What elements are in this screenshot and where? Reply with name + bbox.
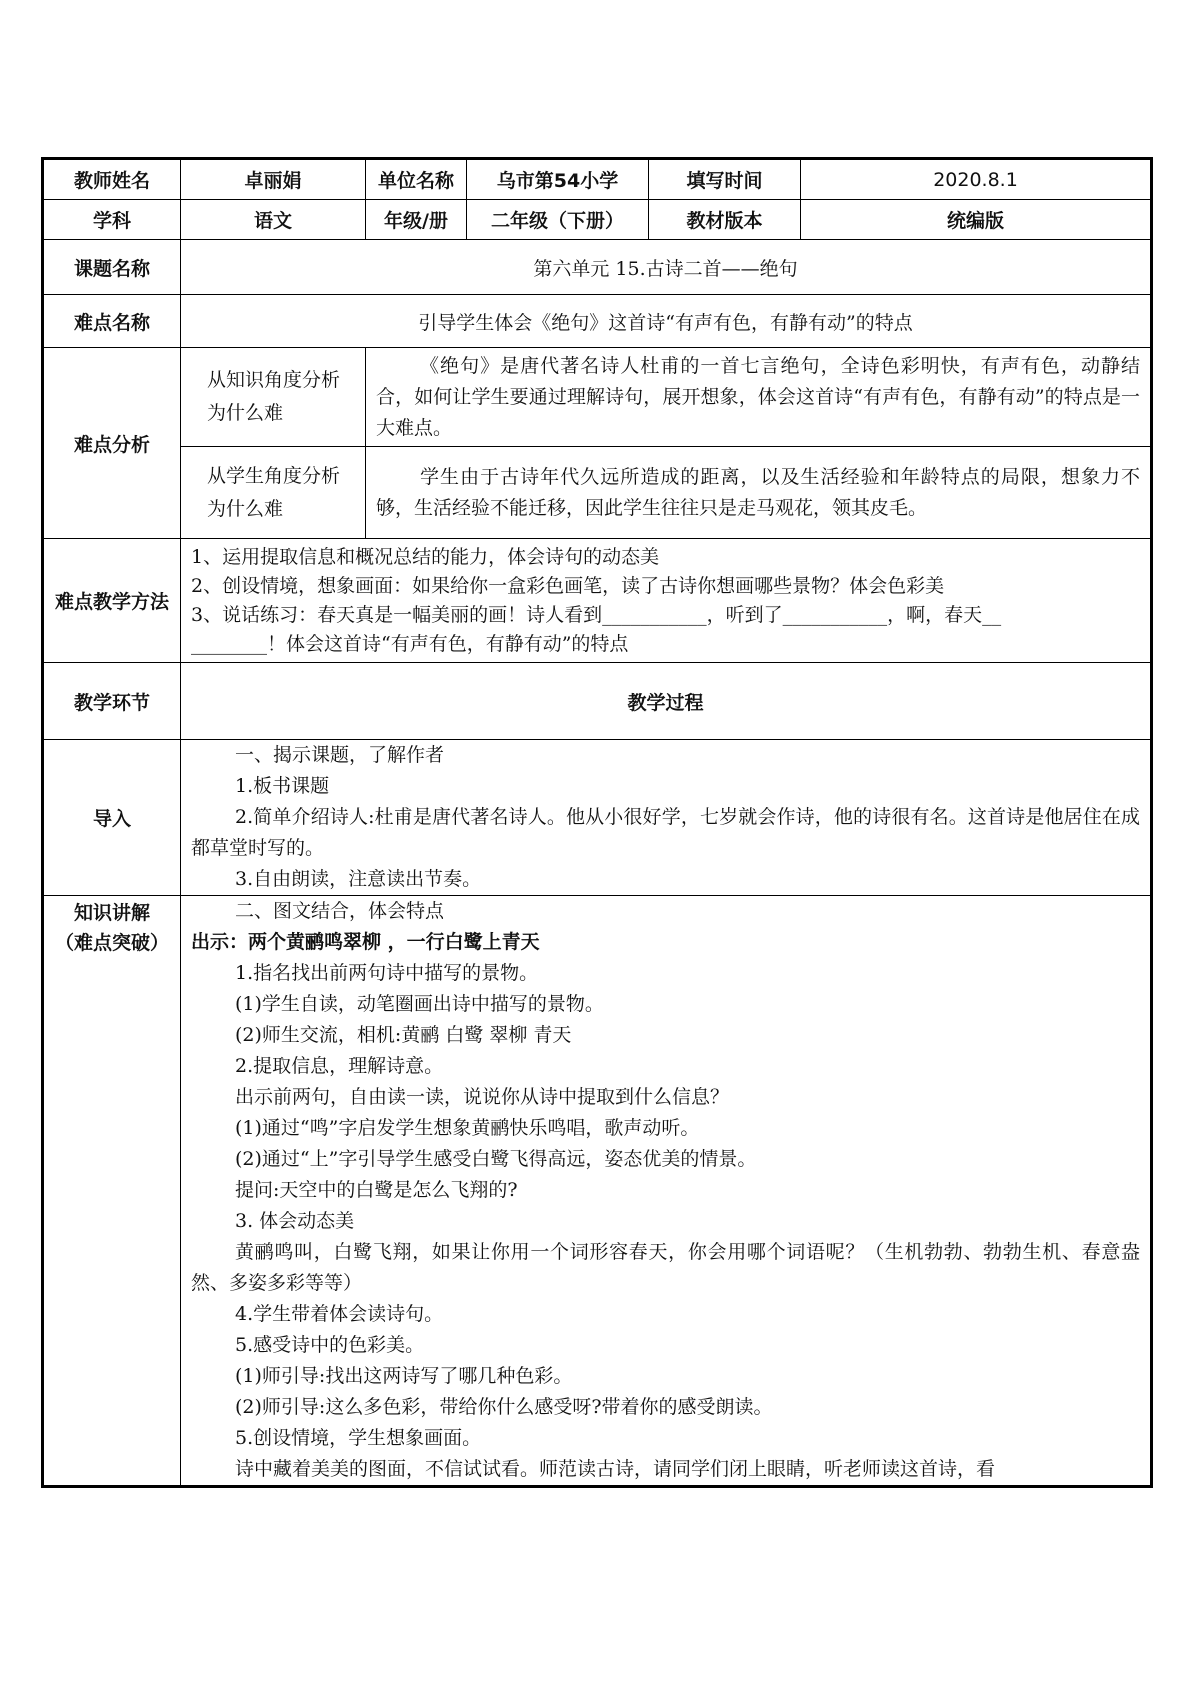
teacher-name-label: 教师姓名 — [43, 159, 181, 200]
difficulty-label: 难点名称 — [43, 295, 181, 348]
knowledge-wrap-para: 黄鹂鸣叫，白鹭飞翔，如果让你用一个词形容春天，你会用哪个词语呢？（生机勃勃、勃勃生机、春意盎然、多姿多彩等等） — [191, 1241, 1141, 1294]
intro-line-1: 一、揭示课题，了解作者 — [235, 744, 445, 766]
method-line-3: 3、说话练习：春天真是一幅美丽的画！诗人看到___________，听到了___________，啊，春天__ — [191, 603, 1002, 626]
date-value: 2020.8.1 — [801, 159, 1152, 200]
lesson-plan-table — [41, 157, 1153, 1488]
method-line-4: ________！体会这首诗“有声有色，有静有动”的特点 — [191, 632, 629, 655]
method-line-2: 2、创设情境，想象画面：如果给你一盒彩色画笔，读了古诗你想画哪些景物？体会色彩美 — [191, 574, 945, 597]
knowledge-line-7: (2)通过“上”字引导学生感受白鹭飞得高远，姿态优美的情景。 — [235, 1148, 757, 1170]
knowledge-label — [43, 896, 181, 1487]
knowledge-line-14: 5.创设情境，学生想象画面。 — [235, 1427, 482, 1449]
knowledge-label-line-1: 知识讲解 — [73, 902, 150, 924]
method-line-1: 1、运用提取信息和概况总结的能力，体会诗句的动态美 — [191, 545, 660, 568]
analysis-label: 难点分析 — [43, 348, 181, 539]
knowledge-line-15: 诗中藏着美美的图面，不信试试看。师范读古诗，请同学们闭上眼睛，听老师读这首诗，看 — [235, 1458, 996, 1480]
textbook-value: 统编版 — [801, 200, 1152, 240]
knowledge-line-9: 3. 体会动态美 — [235, 1210, 355, 1232]
student-angle-label: 从学生角度分析为什么难 — [181, 447, 366, 539]
analysis-row-knowledge — [43, 348, 1152, 447]
knowledge-line-13: (2)师引导:这么多色彩，带给你什么感受呀?带着你的感受朗读。 — [235, 1396, 773, 1418]
knowledge-row — [43, 896, 1152, 1487]
knowledge-heading: 二、图文结合，体会特点 — [235, 900, 445, 922]
grade-label: 年级/册 — [366, 200, 467, 240]
grade-value: 二年级（下册） — [467, 200, 649, 240]
process-header-row — [43, 663, 1152, 740]
knowledge-line-1: 1.指名找出前两句诗中描写的景物。 — [235, 962, 539, 984]
knowledge-content — [181, 896, 1152, 1487]
methods-row — [43, 539, 1152, 663]
analysis-row-student — [43, 447, 1152, 539]
topic-row — [43, 240, 1152, 295]
intro-line-2: 1.板书课题 — [235, 775, 330, 797]
process-label: 教学过程 — [181, 663, 1152, 740]
knowledge-line-5: 出示前两句，自由读一读，说说你从诗中提取到什么信息？ — [235, 1086, 730, 1108]
unit-label: 单位名称 — [366, 159, 467, 200]
knowledge-line-8: 提问:天空中的白鹭是怎么飞翔的? — [235, 1179, 518, 1201]
difficulty-value: 引导学生体会《绝句》这首诗“有声有色，有静有动”的特点 — [181, 295, 1152, 348]
knowledge-show-line: 出示：两个黄鹂鸣翠柳 ，一行白鹭上青天 — [191, 931, 540, 953]
knowledge-line-11: 5.感受诗中的色彩美。 — [235, 1334, 425, 1356]
unit-value: 乌市第54小学 — [467, 159, 649, 200]
methods-label: 难点教学方法 — [43, 539, 181, 663]
knowledge-angle-text: 《绝句》是唐代著名诗人杜甫的一首七言绝句，全诗色彩明快，有声有色，动静结合，如何让学生要通过理解诗句，展开想象，体会这首诗“有声有色，有静有动”的特点是一大难点。 — [366, 348, 1152, 447]
subject-label: 学科 — [43, 200, 181, 240]
textbook-label: 教材版本 — [649, 200, 801, 240]
intro-line-3: 2.简单介绍诗人:杜甫是唐代著名诗人。他从小很好学，七岁就会作诗，他的诗很有名。这首诗是他居住在成都草堂时写的。 — [191, 806, 1141, 859]
difficulty-row — [43, 295, 1152, 348]
stage-label: 教学环节 — [43, 663, 181, 740]
teacher-name-value: 卓丽娟 — [181, 159, 366, 200]
header-row-1 — [43, 159, 1152, 200]
date-label: 填写时间 — [649, 159, 801, 200]
intro-content — [181, 740, 1152, 896]
knowledge-line-6: (1)通过“鸣”字启发学生想象黄鹂快乐鸣唱，歌声动听。 — [235, 1117, 700, 1139]
intro-label: 导入 — [43, 740, 181, 896]
knowledge-line-2: (1)学生自读，动笔圈画出诗中描写的景物。 — [235, 993, 604, 1015]
knowledge-line-12: (1)师引导:找出这两诗写了哪几种色彩。 — [235, 1365, 573, 1387]
knowledge-line-4: 2.提取信息，理解诗意。 — [235, 1055, 444, 1077]
knowledge-line-10: 4.学生带着体会读诗句。 — [235, 1303, 444, 1325]
methods-content — [181, 539, 1152, 663]
header-row-2 — [43, 200, 1152, 240]
knowledge-line-3: (2)师生交流，相机:黄鹂 白鹭 翠柳 青天 — [235, 1024, 572, 1046]
topic-value: 第六单元 15.古诗二首——绝句 — [181, 240, 1152, 295]
knowledge-angle-label: 从知识角度分析为什么难 — [181, 348, 366, 447]
intro-row — [43, 740, 1152, 896]
intro-line-4: 3.自由朗读，注意读出节奏。 — [235, 868, 482, 890]
knowledge-label-line-2: （难点突破） — [54, 932, 169, 954]
student-angle-text: 学生由于古诗年代久远所造成的距离，以及生活经验和年龄特点的局限，想象力不够，生活经验不能迁移，因此学生往往只是走马观花，领其皮毛。 — [366, 447, 1152, 539]
topic-label: 课题名称 — [43, 240, 181, 295]
subject-value: 语文 — [181, 200, 366, 240]
